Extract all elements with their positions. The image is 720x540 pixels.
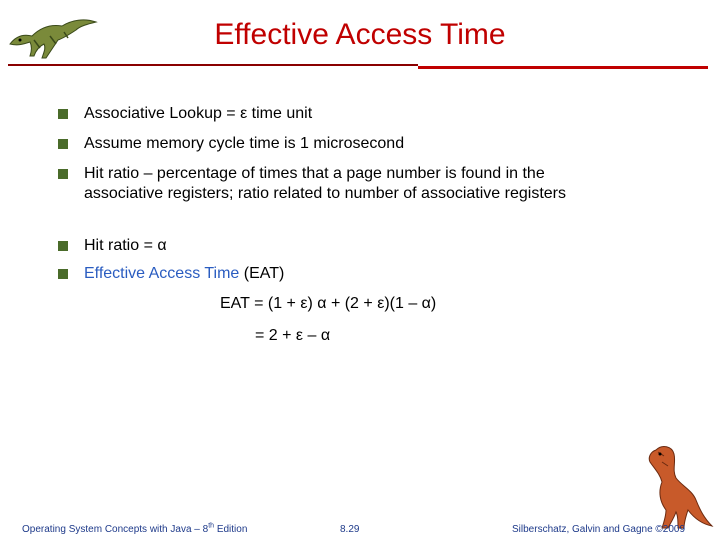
bullet-marker: [58, 139, 68, 149]
bullet-text: Hit ratio = α: [84, 237, 167, 254]
footer-authors: Silberschatz, Galvin and Gagne ©2009: [512, 524, 686, 535]
bullet-text: Hit ratio – percentage of times that a page number is found in the associative registers; ratio related to number of associative registers: [84, 165, 566, 202]
page-title: Effective Access Time: [214, 18, 506, 51]
footer-superscript: th: [208, 522, 215, 530]
footer-edition-text: Edition: [214, 524, 248, 535]
eat-formula: EAT = (1 + ε) α + (2 + ε)(1 – α): [220, 295, 437, 312]
list-item: [58, 134, 604, 154]
bullet-text: [84, 264, 604, 284]
bullet-marker: [58, 269, 68, 279]
bullet-marker: [58, 109, 68, 119]
footer-page-number: 8.29: [340, 524, 360, 535]
bullet-marker: [58, 169, 68, 179]
list-item: [58, 164, 604, 204]
list-item: [58, 236, 604, 256]
bullet-text: Assume memory cycle time is 1 microsecond: [84, 135, 405, 152]
footer-book-title: [22, 524, 247, 535]
list-item: [58, 264, 604, 284]
emphasis-text: Effective Access Time: [84, 265, 240, 282]
list-item: [58, 104, 604, 124]
dinosaur-icon: [634, 440, 714, 530]
title-divider-right: [418, 66, 708, 69]
footer-book-title-text: Operating System Concepts with Java – 8: [22, 524, 209, 535]
title-divider-left: [8, 64, 418, 66]
bullet-marker: [58, 241, 68, 251]
eat-simplified: = 2 + ε – α: [255, 327, 331, 344]
bullet-text: Associative Lookup = ε time unit: [84, 105, 313, 122]
bullet-suffix: (EAT): [239, 265, 285, 282]
